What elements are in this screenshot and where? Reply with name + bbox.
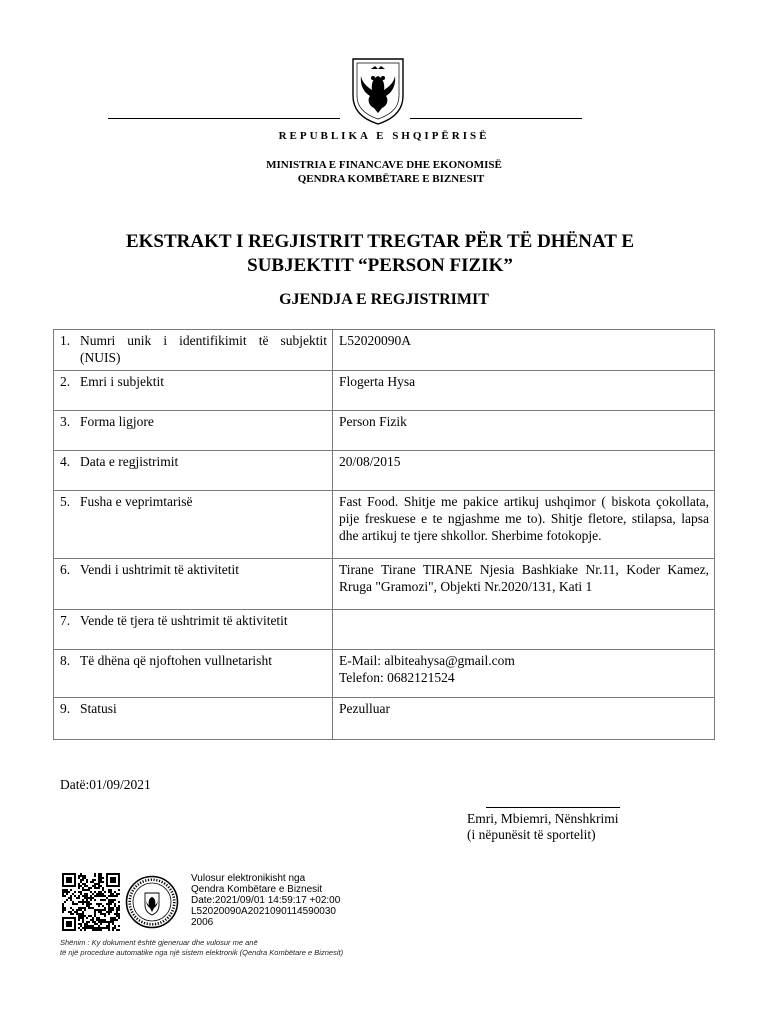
- row-label: Statusi: [80, 701, 117, 716]
- row-label-cell: [54, 491, 333, 559]
- note-line-1: Shënim : Ky dokument është gjeneruar dhe vulosur me anë: [60, 938, 258, 947]
- row-number: 8.: [60, 653, 71, 668]
- signature-label: Emri, Mbiemri, Nënshkrimi: [467, 811, 619, 826]
- row-label-cell: [54, 371, 333, 411]
- emblem-icon: [349, 56, 407, 126]
- signature-role: (i nëpunësit të sportelit): [467, 827, 596, 842]
- table-row: [54, 491, 715, 559]
- row-number: 3.: [60, 414, 71, 429]
- row-number: 1.: [60, 333, 71, 348]
- seal-info-line: Vulosur elektronikisht nga: [191, 873, 306, 884]
- row-number: 4.: [60, 454, 71, 469]
- row-number: 6.: [60, 562, 71, 577]
- title-line-1: EKSTRAKT I REGJISTRIT TREGTAR PËR TË DHËNAT E: [125, 231, 635, 252]
- table-row: [54, 371, 715, 411]
- row-value: Tirane Tirane TIRANE Njesia Bashkiake Nr.11, Koder Kamez, Rruga "Gramozi", Objekti Nr.2020/131, Kati 1: [333, 559, 715, 610]
- footer-note: [60, 938, 343, 958]
- row-label: Data e regjistrimit: [80, 454, 179, 469]
- row-label: Fusha e veprimtarisë: [80, 494, 193, 509]
- header-rule-right: [410, 118, 582, 119]
- row-label-cell: [54, 330, 333, 371]
- row-number: 7.: [60, 613, 71, 628]
- row-label-cell: [54, 451, 333, 491]
- title-line-2: SUBJEKTIT “PERSON FIZIK”: [247, 255, 513, 276]
- row-value: Fast Food. Shitje me pakice artikuj ushqimor ( biskota çokollata, pije freskuese e te ngjashme me to). Shitje fletore, stilapsa, lapsa dhe artikuj te tjere shkollor. Sherbime fotokopje.: [333, 491, 715, 559]
- row-label-cell: [54, 698, 333, 740]
- note-line-2: të një procedure automatike nga një sistem elektronik (Qendra Kombëtare e Biznesit): [60, 948, 344, 957]
- row-label-cell: [54, 559, 333, 610]
- row-value: Flogerta Hysa: [333, 371, 715, 411]
- table-row: [54, 411, 715, 451]
- row-value: L52020090A: [333, 330, 715, 371]
- registration-table: [53, 329, 715, 740]
- row-number: 9.: [60, 701, 71, 716]
- seal-info-line: Date:2021/09/01 14:59:17 +02:00: [191, 895, 341, 906]
- table-row: [54, 650, 715, 698]
- ministry-block: [0, 158, 768, 186]
- signature-block: [467, 811, 618, 843]
- row-label-cell: [54, 610, 333, 650]
- row-label: Të dhëna që njoftohen vullnetarisht: [80, 653, 272, 668]
- row-label: Emri i subjektit: [80, 374, 164, 389]
- seal-info-line: 2006: [191, 917, 214, 928]
- table-row: [54, 698, 715, 740]
- row-number: 5.: [60, 494, 71, 509]
- row-label: Forma ligjore: [80, 414, 154, 429]
- seal-info-line: Qendra Kombëtare e Biznesit: [191, 884, 323, 895]
- row-value: 20/08/2015: [333, 451, 715, 491]
- table-row: [54, 610, 715, 650]
- table-row: [54, 330, 715, 371]
- signature-line: [486, 807, 620, 808]
- registration-status-heading: GJENDJA E REGJISTRIMIT: [279, 291, 489, 308]
- row-number: 2.: [60, 374, 71, 389]
- phone-value: Telefon: 0682121524: [339, 670, 455, 685]
- center-name: QENDRA KOMBËTARE E BIZNESIT: [297, 173, 485, 185]
- table-row: [54, 451, 715, 491]
- electronic-seal-info: [191, 873, 340, 928]
- header-rule-left: [108, 118, 340, 119]
- row-label-cell: [54, 411, 333, 451]
- row-value: Person Fizik: [333, 411, 715, 451]
- row-label: Numri unik i identifikimit të subjektit (NUIS): [80, 333, 327, 365]
- row-value: [333, 650, 715, 698]
- seal-info-line: L52020090A2021090114590030: [191, 906, 336, 917]
- document-title: [60, 230, 700, 278]
- ministry-name: MINISTRIA E FINANCAVE DHE EKONOMISË: [266, 159, 502, 171]
- qr-code-icon: [62, 873, 120, 931]
- row-value: [333, 610, 715, 650]
- email-value: E-Mail: albiteahysa@gmail.com: [339, 653, 515, 668]
- row-value: Pezulluar: [333, 698, 715, 740]
- table-row: [54, 559, 715, 610]
- official-seal-icon: [125, 875, 179, 929]
- row-label: Vendi i ushtrimit të aktivitetit: [80, 562, 239, 577]
- row-label-cell: [54, 650, 333, 698]
- republic-name: REPUBLIKA E SHQIPËRISË: [278, 130, 490, 142]
- row-label: Vende të tjera të ushtrimit të aktivitetit: [80, 613, 288, 628]
- issue-date: Datë:01/09/2021: [60, 777, 151, 792]
